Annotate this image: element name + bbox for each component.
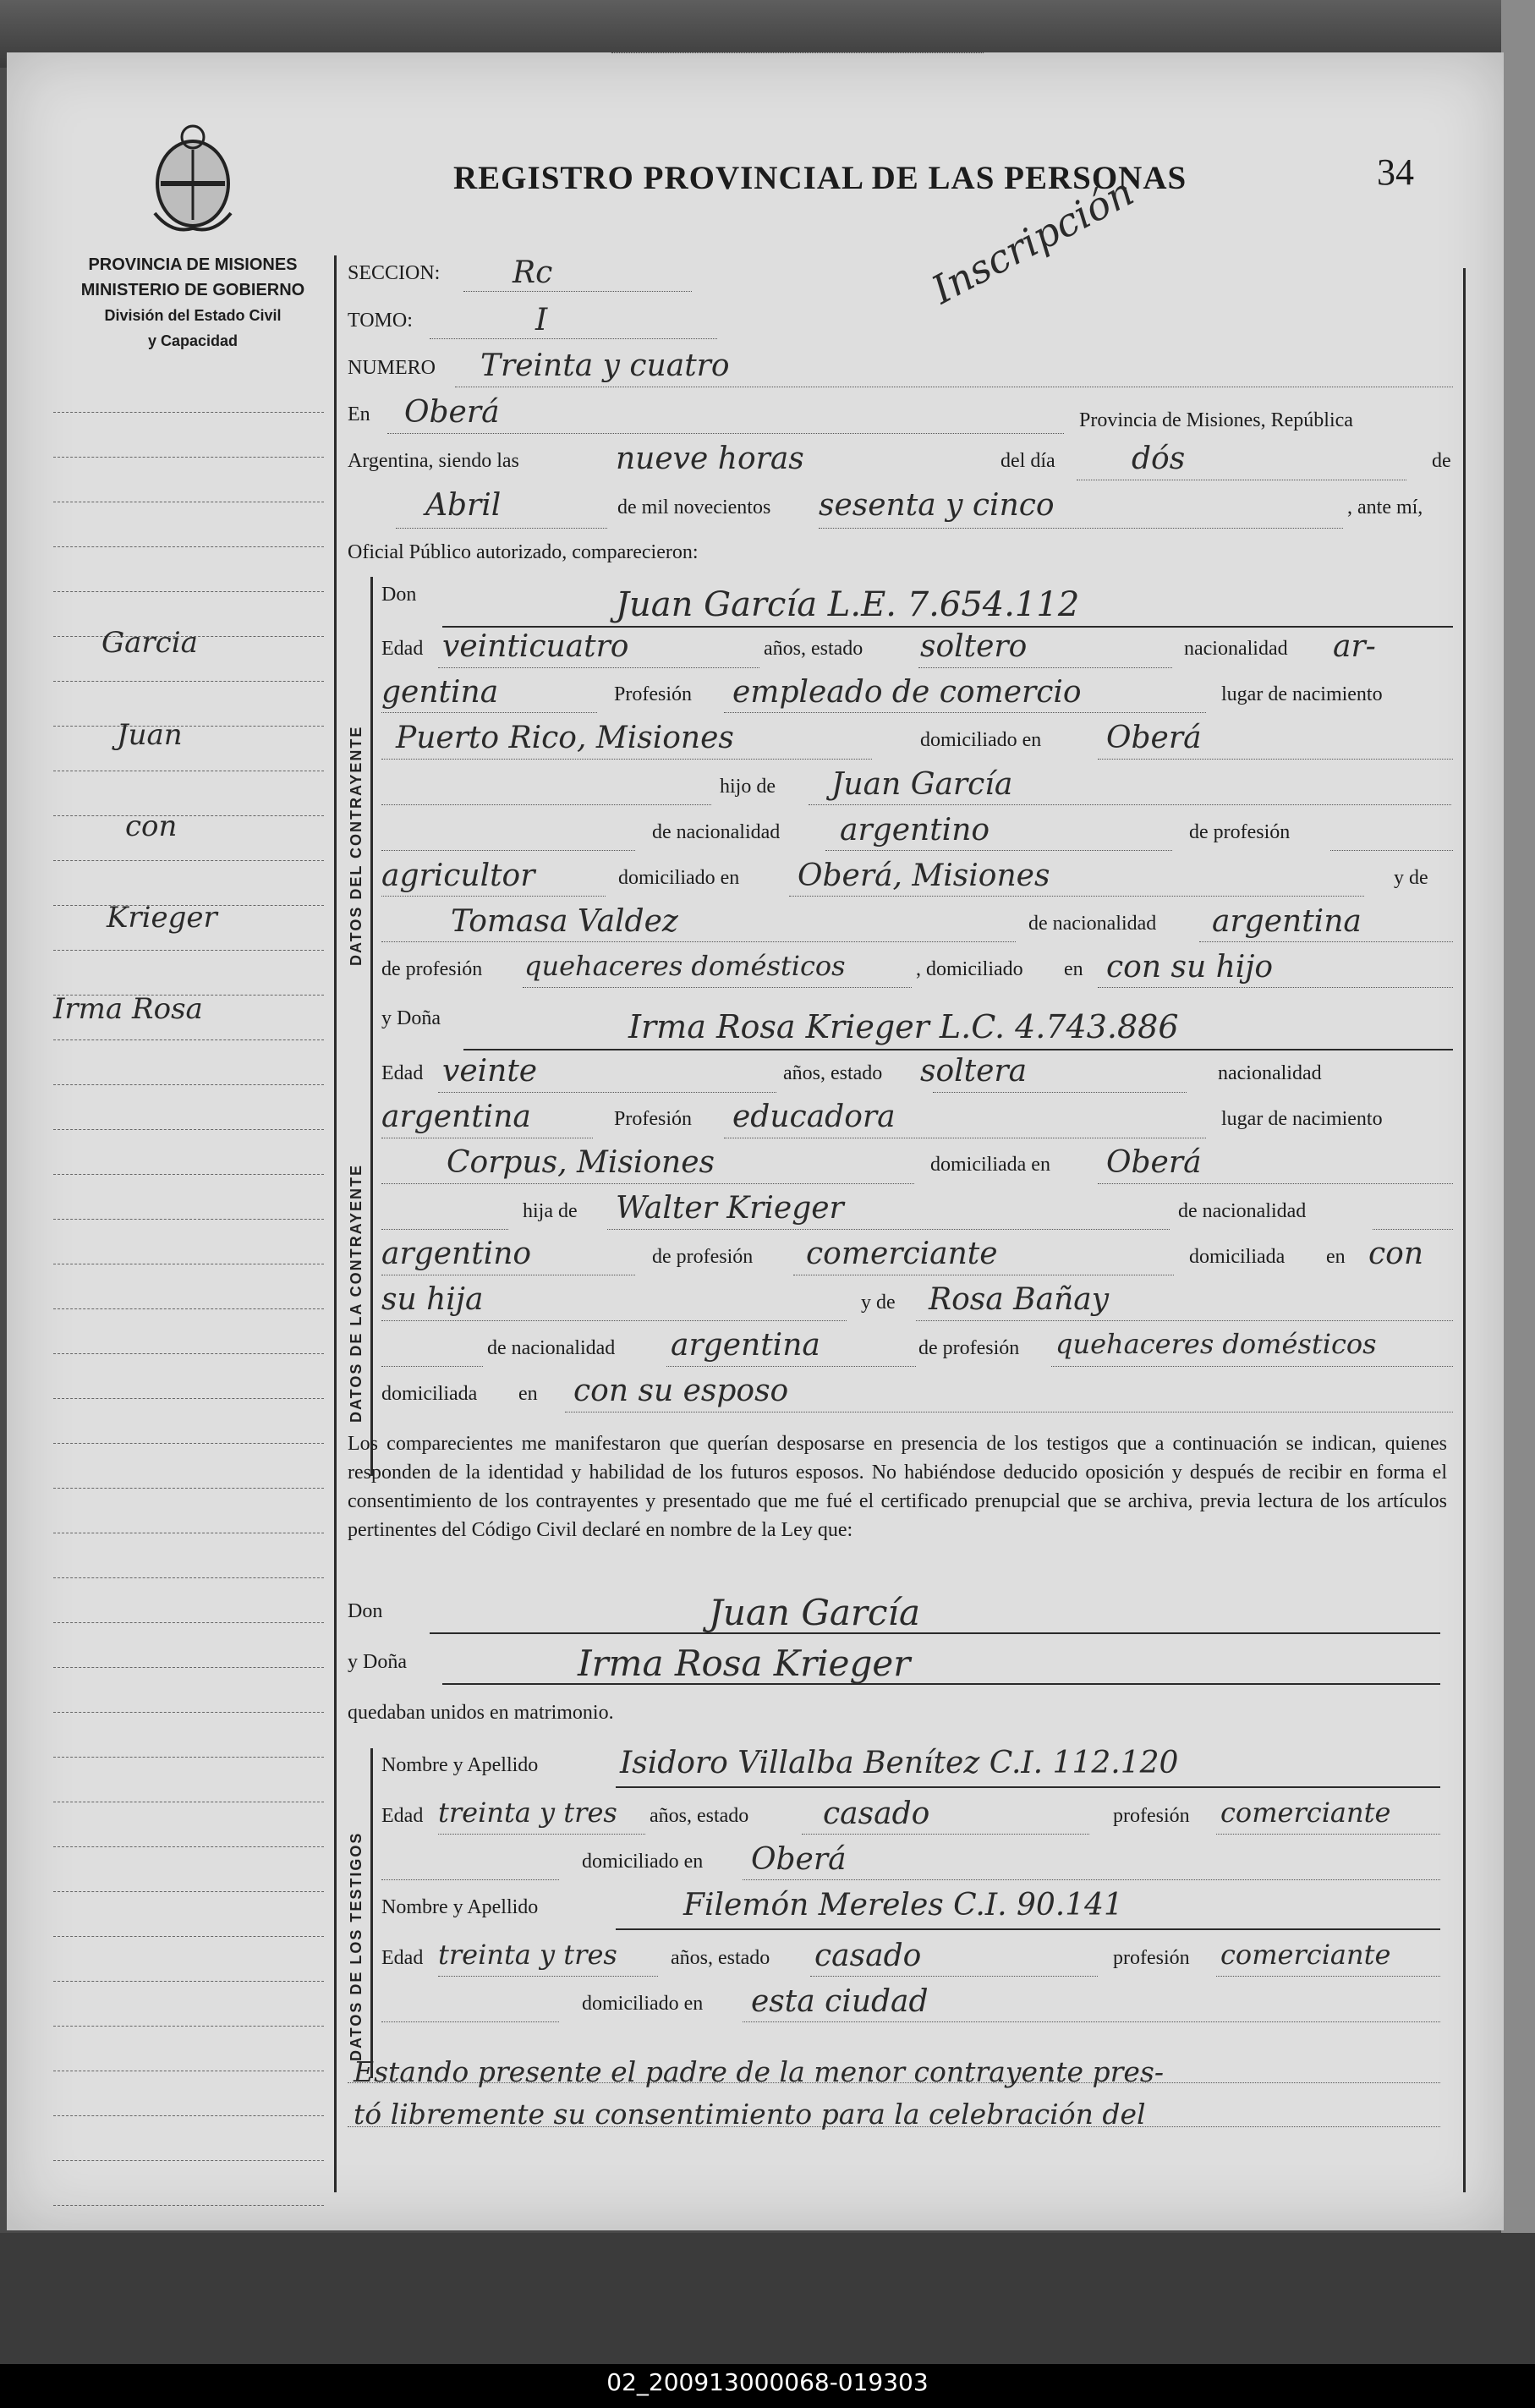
testigo-2-anos-label: años, estado [671, 1947, 770, 1969]
contrayenta-padre-prof-label: de profesión [652, 1246, 754, 1268]
contrayenta-madre-dom-label: domiciliada [381, 1383, 478, 1405]
testigo-1-nombre: Isidoro Villalba Benítez C.I. 112.120 [620, 1746, 1179, 1780]
declaracion-text: Los comparecientes me manifestaron que querían desposarse en presencia de los testigos que a continuación se indican, quienes responden de la identidad y habilidad de los futuros esposos. No habiéndose deducido oposición y después de recibir en forma el consentimiento de los contrayentes y presentado que me fué el certificado prenupcial que se archiva, previa lectura de los artículos pertinentes del Código Civil declaré en nombre de la Ley que: [348, 1433, 1447, 1541]
contrayente-profesion: empleado de comercio [732, 675, 1082, 710]
contrayente-nombre: Juan García L.E. 7.654.112 [616, 585, 1080, 624]
contrayenta-section-label: DATOS DE LA CONTRAYENTE [348, 1163, 365, 1423]
inscription-stamp: Inscripción [924, 168, 1141, 313]
contrayenta-padre-domicilio-a: con [1368, 1237, 1424, 1271]
contrayenta-estado: soltera [920, 1054, 1028, 1089]
coat-of-arms-icon [146, 120, 239, 239]
contrayenta-padre-en-label: en [1326, 1246, 1346, 1268]
dia-value: dós [1132, 442, 1186, 476]
agency-line-3: División del Estado Civil [104, 307, 282, 324]
contrayente-lugar-nacimiento: Puerto Rico, Misiones [396, 721, 734, 755]
madre-profesion: quehaceres domésticos [524, 950, 846, 982]
contrayenta-padre-nacionalidad: argentino [381, 1237, 532, 1271]
testigo-2-edad: treinta y tres [438, 1939, 617, 1971]
nacionalidad-label: nacionalidad [1184, 638, 1288, 660]
declaracion-closing: quedaban unidos en matrimonio. [348, 1702, 614, 1724]
lugar-value: Oberá [404, 395, 500, 430]
y-de-label: y de [1394, 867, 1428, 889]
del-dia-label: del día [1000, 450, 1055, 472]
madre-nacionalidad: argentina [1212, 904, 1362, 939]
folio-number: 34 [1377, 151, 1414, 193]
de-nacionalidad-label: de nacionalidad [652, 821, 781, 843]
ante-mi-label: , ante mí, [1347, 496, 1423, 518]
contrayenta-y-de-label: y de [861, 1292, 896, 1314]
contrayenta-madre-en-label: en [518, 1383, 538, 1405]
contrayenta-madre-prof-label: de profesión [918, 1337, 1020, 1359]
contrayenta-nacionalidad: argentina [381, 1100, 531, 1134]
mes-value: Abril [425, 488, 502, 523]
contrayenta-padre: Walter Krieger [616, 1191, 844, 1226]
madre-domiciliado-label: , domiciliado [916, 958, 1023, 980]
testigo-1-estado: casado [823, 1796, 930, 1831]
sidebar-name-4: Krieger [107, 901, 217, 935]
contrayenta-profesion: educadora [732, 1100, 896, 1134]
contrayenta-edad-label: Edad [381, 1062, 424, 1084]
domiciliado-label: domiciliado en [920, 729, 1042, 751]
contrayente-nacionalidad-a: ar- [1333, 629, 1376, 664]
declaracion-don: Juan García [709, 1592, 920, 1633]
contrayenta-anos-label: años, estado [783, 1062, 883, 1084]
anos-estado-label: años, estado [764, 638, 863, 660]
contrayenta-bracket [370, 1015, 373, 1476]
lugar-nac-label: lugar de nacimiento [1221, 683, 1383, 705]
margin-rule [334, 255, 337, 2192]
oficial-label: Oficial Público autorizado, comparecieron: [348, 541, 699, 563]
madre-domicilio: con su hijo [1106, 950, 1274, 985]
agency-line-2: MINISTERIO DE GOBIERNO [80, 281, 305, 299]
contrayenta-edad: veinte [442, 1054, 538, 1089]
agency-line-4: y Capacidad [147, 332, 238, 349]
dona-label: y Doña [381, 1007, 441, 1029]
contrayenta-padre-profesion: comerciante [806, 1237, 998, 1271]
register-page [7, 52, 1504, 2230]
contrayenta-profesion-label: Profesión [614, 1108, 692, 1130]
contrayenta-madre-domicilio: con su esposo [573, 1374, 789, 1408]
testigo-1-domicilio: Oberá [751, 1842, 847, 1877]
contrayente-estado: soltero [920, 629, 1028, 664]
testigo-2-estado: casado [814, 1939, 922, 1973]
notas-line-2: tó libremente su consentimiento para la celebración del [354, 2098, 1146, 2131]
anio-value: sesenta y cinco [819, 488, 1055, 523]
right-border [1463, 268, 1466, 2192]
testigo-2-profesion: comerciante [1220, 1939, 1391, 1971]
sidebar-name-2: Juan [117, 718, 183, 752]
notas-line-1: Estando presente el padre de la menor contrayente pres- [354, 2055, 1165, 2088]
don-label: Don [381, 584, 417, 606]
declaracion-dona-label: y Doña [348, 1651, 407, 1673]
testigo-2-domicilio: esta ciudad [751, 1984, 929, 2019]
testigos-bracket [370, 1748, 373, 2078]
testigo-1-anos-label: años, estado [650, 1805, 749, 1827]
contrayenta-madre-nacionalidad: argentina [671, 1328, 820, 1363]
provincia-label: Provincia de Misiones, República [1079, 409, 1353, 431]
testigo-1-edad-label: Edad [381, 1805, 424, 1827]
tomo-label: TOMO: [348, 310, 413, 332]
en-label: En [348, 403, 370, 425]
de-label: de [1432, 450, 1451, 472]
tomo-value: I [535, 303, 548, 337]
sidebar-name-5: Irma Rosa [53, 992, 203, 1026]
contrayenta-padre-nac-label: de nacionalidad [1178, 1200, 1307, 1222]
contrayenta-padre-domicilio-b: su hija [381, 1282, 484, 1317]
agency-header [53, 252, 332, 354]
contrayenta-domiciliada-label: domiciliada en [930, 1154, 1050, 1176]
sidebar-name-3: con [125, 809, 178, 843]
profesion-label: Profesión [614, 683, 692, 705]
de-mil-label: de mil novecientos [617, 496, 771, 518]
testigo-2-edad-label: Edad [381, 1947, 424, 1969]
testigo-1-domicilio-label: domiciliado en [582, 1851, 704, 1873]
testigo-2-profesion-label: profesión [1113, 1947, 1190, 1969]
sidebar-name-1: Garcia [101, 626, 198, 660]
madre-en-label: en [1064, 958, 1083, 980]
contrayenta-padre-dom-label: domiciliada [1189, 1246, 1286, 1268]
hija-de-label: hija de [523, 1200, 578, 1222]
seccion-label: SECCION: [348, 262, 441, 284]
declaracion-dona: Irma Rosa Krieger [578, 1643, 911, 1684]
madre-nombre: Tomasa Valdez [451, 904, 678, 939]
contrayenta-lugar-nac-label: lugar de nacimiento [1221, 1108, 1383, 1130]
testigo-2-nombre-label: Nombre y Apellido [381, 1896, 539, 1918]
testigos-section-label: DATOS DE LOS TESTIGOS [348, 1831, 365, 2061]
contrayenta-madre-profesion: quehaceres domésticos [1055, 1328, 1377, 1360]
testigo-2-domicilio-label: domiciliado en [582, 1993, 704, 2015]
testigo-1-edad: treinta y tres [438, 1796, 617, 1829]
contrayente-section-label: DATOS DEL CONTRAYENTE [348, 725, 365, 966]
testigo-1-nombre-label: Nombre y Apellido [381, 1754, 539, 1776]
contrayente-nacionalidad-b: gentina [381, 675, 499, 710]
padre-nombre: Juan García [831, 767, 1013, 802]
padre-domicilio-label: domiciliado en [618, 867, 740, 889]
page-title: REGISTRO PROVINCIAL DE LAS PERSONAS [453, 160, 1187, 196]
declaracion-don-label: Don [348, 1600, 383, 1622]
numero-label: NUMERO [348, 357, 436, 379]
contrayenta-lugar-nacimiento: Corpus, Misiones [447, 1145, 715, 1180]
contrayente-bracket [370, 577, 373, 1038]
padre-profesion: agricultor [381, 858, 535, 893]
agency-line-1: PROVINCIA DE MISIONES [88, 255, 298, 274]
edad-label: Edad [381, 638, 424, 660]
seccion-value: Rc [513, 255, 553, 290]
contrayenta-nacionalidad-label: nacionalidad [1218, 1062, 1322, 1084]
hora-value: nueve horas [616, 442, 804, 476]
contrayenta-madre: Rosa Bañay [929, 1282, 1110, 1317]
madre-profesion-label: de profesión [381, 958, 483, 980]
argentina-label: Argentina, siendo las [348, 450, 519, 472]
contrayenta-domicilio: Oberá [1106, 1145, 1202, 1180]
testigo-1-profesion: comerciante [1220, 1796, 1391, 1829]
testigo-2-nombre: Filemón Mereles C.I. 90.141 [683, 1888, 1123, 1923]
contrayente-edad: veinticuatro [442, 629, 629, 664]
contrayente-domicilio: Oberá [1106, 721, 1202, 755]
image-id-caption: 02_200913000068-019303 [606, 2368, 929, 2396]
testigo-1-profesion-label: profesión [1113, 1805, 1190, 1827]
de-profesion-label: de profesión [1189, 821, 1291, 843]
scan-background-bottom [0, 2233, 1535, 2368]
contrayenta-nombre: Irma Rosa Krieger L.C. 4.743.886 [628, 1008, 1179, 1045]
numero-value: Treinta y cuatro [480, 348, 730, 383]
hijo-de-label: hijo de [720, 776, 776, 798]
contrayenta-madre-nac-label: de nacionalidad [487, 1337, 616, 1359]
madre-nacionalidad-label: de nacionalidad [1028, 913, 1157, 935]
padre-nacionalidad: argentino [840, 813, 990, 847]
padre-domicilio: Oberá, Misiones [798, 858, 1050, 893]
scan-background-right [1501, 0, 1535, 2408]
